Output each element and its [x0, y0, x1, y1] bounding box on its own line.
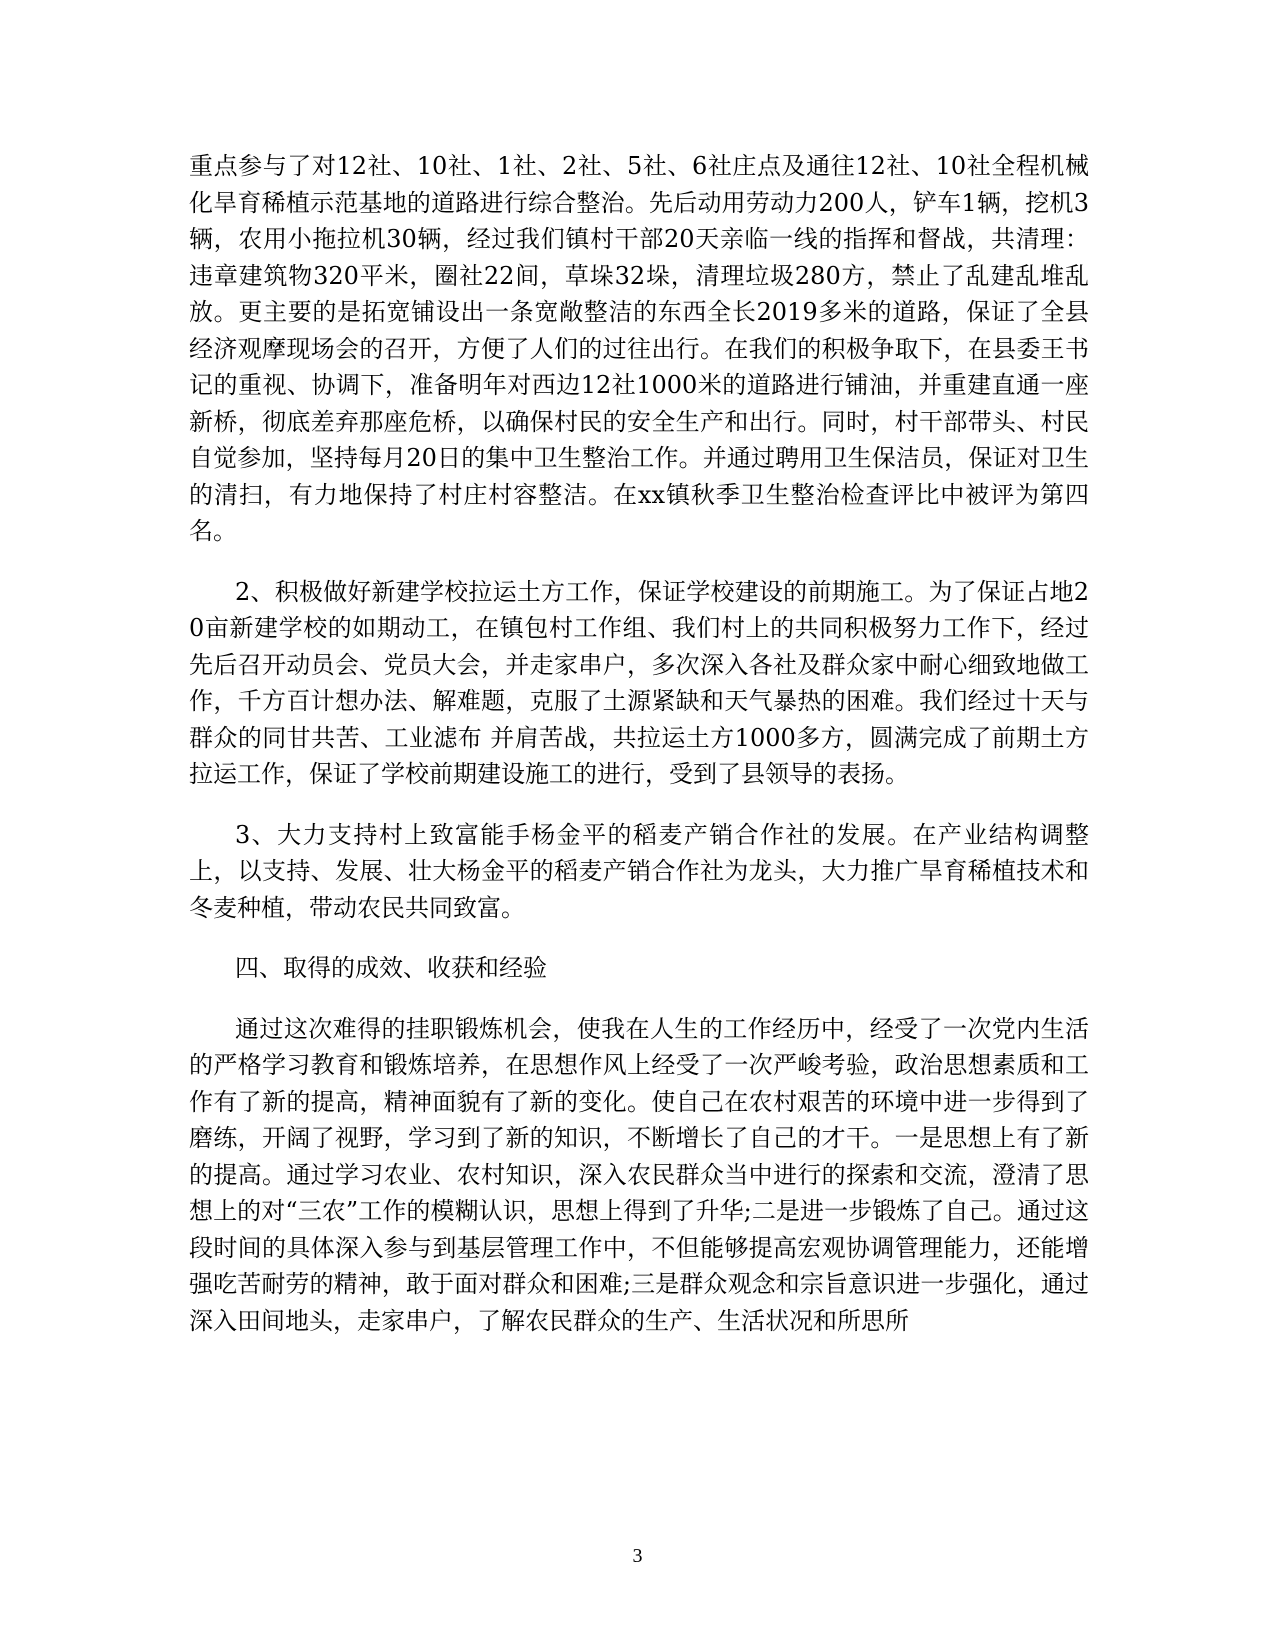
paragraph-road-renovation: 重点参与了对12社、10社、1社、2社、5社、6社庄点及通往12社、10社全程机械化旱育稀植示范基地的道路进行综合整治。先后动用劳动力200人，铲车1辆，挖机3辆，农用小拖拉机30辆，经过我们镇村干部20天亲临一线的指挥和督战，共清理：违章建筑物320平米，圈社22间，草垛32垛，清理垃圾280方，禁止了乱建乱堆乱放。更主要的是拓宽铺设出一条宽敞整洁的东西全长2019多米的道路，保证了全县经济观摩现场会的召开，方便了人们的过往出行。在我们的积极争取下，在县委王书记的重视、协调下，准备明年对西边12社1000米的道路进行铺油，并重建直通一座新桥，彻底差弃那座危桥，以确保村民的安全生产和出行。同时，村干部带头、村民自觉参加，坚持每月20日的集中卫生整治工作。并通过聘用卫生保洁员，保证对卫生的清扫，有力地保持了村庄村容整洁。在xx镇秋季卫生整治检查评比中被评为第四名。	[189, 152, 1089, 545]
document-body	[189, 148, 1089, 1363]
section-heading-results: 四、取得的成效、收获和经验	[235, 954, 547, 982]
paragraph-experience: 通过这次难得的挂职锻炼机会，使我在人生的工作经历中，经受了一次党内生活的严格学习教育和锻炼培养，在思想作风上经受了一次严峻考验，政治思想素质和工作有了新的提高，精神面貌有了新的变化。使自己在农村艰苦的环境中进一步得到了磨练，开阔了视野，学习到了新的知识，不断增长了自己的才干。一是思想上有了新的提高。通过学习农业、农村知识，深入农民群众当中进行的探索和交流，澄清了思想上的对“三农”工作的模糊认识，思想上得到了升华;二是进一步锻炼了自己。通过这段时间的具体深入参与到基层管理工作中，不但能够提高宏观协调管理能力，还能增强吃苦耐劳的精神，敢于面对群众和困难;三是群众观念和宗旨意识进一步强化，通过深入田间地头，走家串户，了解农民群众的生产、生活状况和所思所	[189, 1014, 1089, 1335]
paragraph-school-earthwork: 2、积极做好新建学校拉运土方工作，保证学校建设的前期施工。为了保证占地20亩新建学校的如期动工，在镇包村工作组、我们村上的共同积极努力工作下，经过先后召开动员会、党员大会，并走家串户，多次深入各社及群众家中耐心细致地做工作，千方百计想办法、解难题，克服了土源紧缺和天气暴热的困难。我们经过十天与群众的同甘共苦、工业滤布 并肩苦战，共拉运土方1000多方，圆满完成了前期土方拉运工作，保证了学校前期建设施工的进行，受到了县领导的表扬。	[189, 577, 1089, 788]
page-number: 3	[632, 1545, 643, 1567]
paragraph-cooperative-support: 3、大力支持村上致富能手杨金平的稻麦产销合作社的发展。在产业结构调整上，以支持、发展、壮大杨金平的稻麦产销合作社为龙头，大力推广旱育稀植技术和冬麦种植，带动农民共同致富。	[189, 820, 1089, 922]
